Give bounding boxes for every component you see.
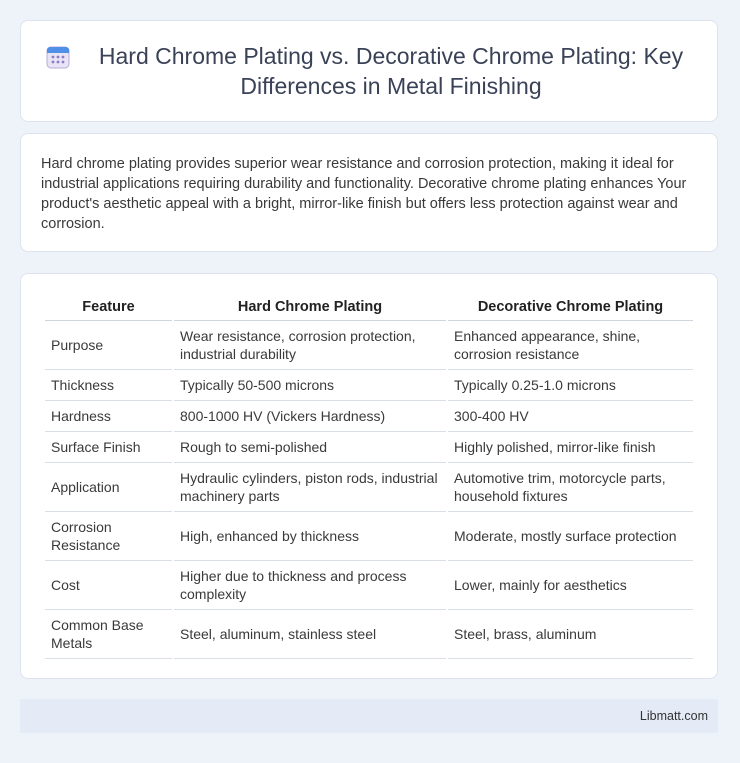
table-row — [45, 610, 693, 659]
table-header-row — [45, 294, 693, 321]
cell-feature: Surface Finish — [45, 432, 172, 463]
table-row — [45, 370, 693, 401]
table-row — [45, 463, 693, 512]
cell-hard: 800-1000 HV (Vickers Hardness) — [174, 401, 446, 432]
header-decorative-chrome: Decorative Chrome Plating — [448, 294, 693, 321]
footer — [20, 699, 718, 733]
table-row — [45, 321, 693, 370]
cell-feature: Cost — [45, 561, 172, 610]
cell-feature: Application — [45, 463, 172, 512]
cell-hard: High, enhanced by thickness — [174, 512, 446, 561]
cell-decorative: Steel, brass, aluminum — [448, 610, 693, 659]
table-row — [45, 512, 693, 561]
cell-decorative: Automotive trim, motorcycle parts, household fixtures — [448, 463, 693, 512]
title-card — [20, 20, 718, 122]
comparison-table — [43, 294, 695, 659]
cell-decorative: Moderate, mostly surface protection — [448, 512, 693, 561]
cell-hard: Hydraulic cylinders, piston rods, industrial machinery parts — [174, 463, 446, 512]
footer-brand: Libmatt.com — [639, 709, 708, 723]
cell-hard: Steel, aluminum, stainless steel — [174, 610, 446, 659]
cell-decorative: Typically 0.25-1.0 microns — [448, 370, 693, 401]
cell-feature: Purpose — [45, 321, 172, 370]
cell-hard: Rough to semi-polished — [174, 432, 446, 463]
table-row — [45, 561, 693, 610]
header-hard-chrome: Hard Chrome Plating — [174, 294, 446, 321]
table-row — [45, 432, 693, 463]
cell-feature: Thickness — [45, 370, 172, 401]
title-wrap — [45, 41, 693, 101]
intro-paragraph: Hard chrome plating provides superior wear resistance and corrosion protection, making it ideal for industrial applications requiring durability and functionality. Decorative chrome plating enhances Your product's aesthetic appeal with a bright, mirror-like finish but offers less protection against wear and corrosion. — [41, 156, 687, 232]
calendar-icon — [45, 44, 71, 70]
cell-hard: Higher due to thickness and process complexity — [174, 561, 446, 610]
comparison-card — [20, 273, 718, 679]
intro-card — [20, 133, 718, 252]
table-row — [45, 401, 693, 432]
cell-feature: Corrosion Resistance — [45, 512, 172, 561]
cell-decorative: 300-400 HV — [448, 401, 693, 432]
cell-decorative: Enhanced appearance, shine, corrosion resistance — [448, 321, 693, 370]
cell-decorative: Highly polished, mirror-like finish — [448, 432, 693, 463]
cell-decorative: Lower, mainly for aesthetics — [448, 561, 693, 610]
cell-hard: Typically 50-500 microns — [174, 370, 446, 401]
page-title: Hard Chrome Plating vs. Decorative Chrome Plating: Key Differences in Metal Finishing — [98, 43, 684, 99]
header-feature: Feature — [45, 294, 172, 321]
cell-feature: Common Base Metals — [45, 610, 172, 659]
cell-hard: Wear resistance, corrosion protection, industrial durability — [174, 321, 446, 370]
cell-feature: Hardness — [45, 401, 172, 432]
